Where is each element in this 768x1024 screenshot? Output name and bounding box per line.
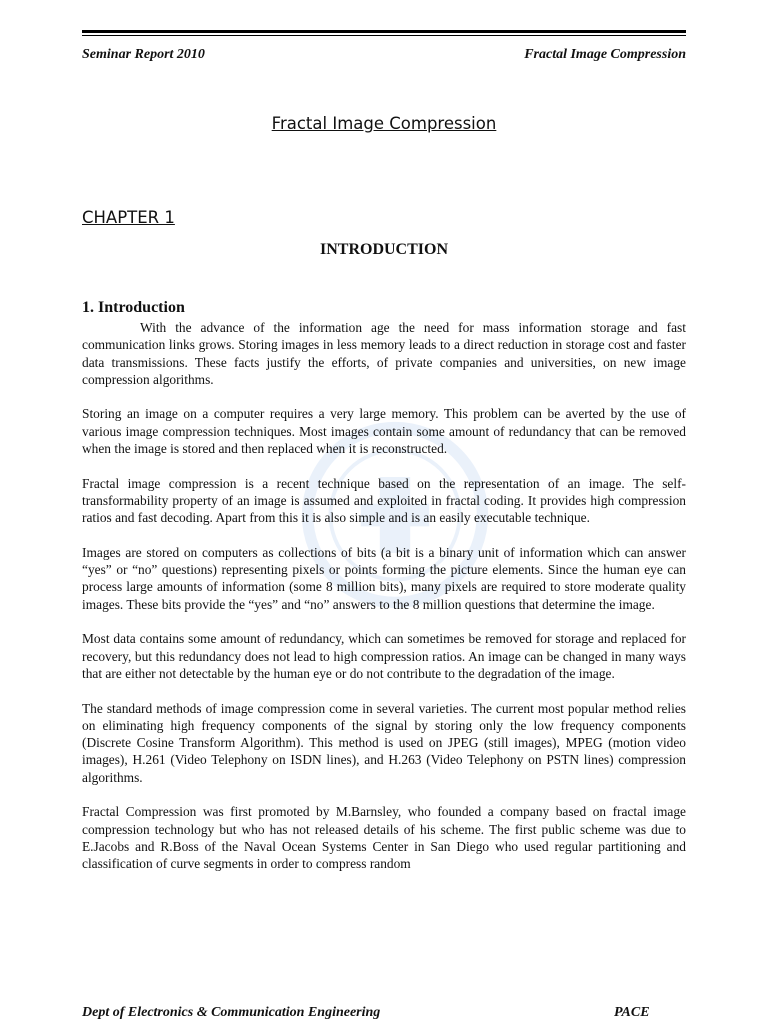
paragraph: Storing an image on a computer requires a very large memory. This problem can be averted by the use of various image compression techniques. Most images contain some amount of redundancy that can be removed when the image is stored and then replaced when it is reconstructed. (82, 406, 686, 457)
body-text (82, 319, 686, 890)
section-heading: 1. Introduction (82, 299, 185, 316)
header-right-text: Fractal Image Compression (524, 47, 686, 62)
chapter-label: CHAPTER 1 (82, 208, 175, 227)
paragraph: Fractal image compression is a recent technique based on the representation of an image. The self-transformability property of an image is assumed and exploited in fractal coding. It provides high compression ratios and fast decoding. Apart from this it is also simple and is an easily executable technique. (82, 475, 686, 526)
header-rule-thin (82, 35, 686, 36)
paragraph: With the advance of the information age the need for mass information storage and fast communication links grows. Storing images in less memory leads to a direct reduction in storage cost and faster data transmissions. These facts justify the efforts, of private companies and universities, on new image compression algorithms. (82, 320, 686, 387)
paragraph: The standard methods of image compression come in several varieties. The current most popular method relies on eliminating high frequency components of the signal by storing only the low frequency components (Discrete Cosine Transform Algorithm). This method is used on JPEG (still images), MPEG (motion video images), H.261 (Video Telephony on ISDN lines), and H.263 (Video Telephony on PSTN lines) compression algorithms. (82, 700, 686, 785)
paragraph: Most data contains some amount of redundancy, which can sometimes be removed for storage and replaced for recovery, but this redundancy does not lead to high compression ratios. An image can be changed in many ways that are either not detectable by the human eye or do not contribute to the degradation of the image. (82, 631, 686, 681)
header-left-text: Seminar Report 2010 (82, 47, 205, 62)
footer-department: Dept of Electronics & Communication Engineering (82, 1005, 381, 1020)
document-title: Fractal Image Compression (271, 114, 497, 133)
footer-institution: PACE (614, 1005, 650, 1020)
paragraph: Images are stored on computers as collections of bits (a bit is a binary unit of information which can answer “yes” or “no” questions) representing pixels or points forming the picture elements. Since the human eye can process large amounts of information (some 8 million bits), many pixels are required to store moderate quality images. These bits provide the “yes” and “no” answers to the 8 million questions that determine the image. (82, 544, 686, 612)
header-rule-thick (82, 30, 686, 33)
paragraph: Fractal Compression was first promoted by M.Barnsley, who founded a company based on fractal image compression technology but who has not released details of his scheme. The first public scheme was due to E.Jacobs and R.Boss of the Naval Ocean Systems Center in San Diego who used regular partitioning and classification of curve segments in order to compress random (82, 804, 686, 872)
chapter-heading: INTRODUCTION (319, 241, 448, 258)
